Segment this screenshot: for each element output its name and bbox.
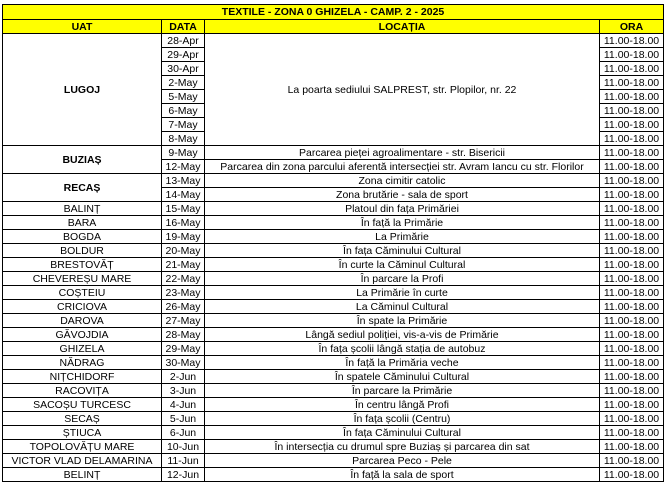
location-cell: În fața școlii (Centru)	[205, 412, 600, 426]
time-cell: 11.00-18.00	[600, 370, 664, 384]
table-row	[3, 356, 664, 370]
header-data: DATA	[162, 20, 205, 34]
time-cell: 11.00-18.00	[600, 342, 664, 356]
table-row	[3, 258, 664, 272]
location-cell: Parcarea din zona parcului aferentă intersecției str. Avram Iancu cu str. Florilor	[205, 160, 600, 174]
date-cell: 2-Jun	[162, 370, 205, 384]
header-uat: UAT	[3, 20, 162, 34]
table-row	[3, 286, 664, 300]
uat-cell: TOPOLOVĂȚU MARE	[3, 440, 162, 454]
location-cell: Zona brutărie - sala de sport	[205, 188, 600, 202]
date-cell: 4-Jun	[162, 398, 205, 412]
date-cell: 16-May	[162, 216, 205, 230]
date-cell: 19-May	[162, 230, 205, 244]
time-cell: 11.00-18.00	[600, 426, 664, 440]
uat-cell: RECAȘ	[3, 174, 162, 202]
location-cell: Parcarea pieței agroalimentare - str. Bisericii	[205, 146, 600, 160]
table-row	[3, 398, 664, 412]
time-cell: 11.00-18.00	[600, 328, 664, 342]
schedule-body	[3, 34, 664, 482]
uat-cell: RACOVIȚA	[3, 384, 162, 398]
time-cell: 11.00-18.00	[600, 132, 664, 146]
time-cell: 11.00-18.00	[600, 384, 664, 398]
location-cell: La Primărie	[205, 230, 600, 244]
table-row	[3, 454, 664, 468]
location-cell: La Căminul Cultural	[205, 300, 600, 314]
date-cell: 27-May	[162, 314, 205, 328]
location-cell: În fața Căminului Cultural	[205, 426, 600, 440]
date-cell: 21-May	[162, 258, 205, 272]
uat-cell: VICTOR VLAD DELAMARINA	[3, 454, 162, 468]
location-cell: Lângă sediul poliției, vis-a-vis de Primărie	[205, 328, 600, 342]
date-cell: 3-Jun	[162, 384, 205, 398]
uat-cell: NĂDRAG	[3, 356, 162, 370]
uat-cell: DAROVA	[3, 314, 162, 328]
uat-cell: GĂVOJDIA	[3, 328, 162, 342]
time-cell: 11.00-18.00	[600, 216, 664, 230]
uat-cell: GHIZELA	[3, 342, 162, 356]
date-cell: 11-Jun	[162, 454, 205, 468]
uat-cell: CHEVEREȘU MARE	[3, 272, 162, 286]
date-cell: 29-May	[162, 342, 205, 356]
date-cell: 12-May	[162, 160, 205, 174]
date-cell: 9-May	[162, 146, 205, 160]
date-cell: 6-May	[162, 104, 205, 118]
date-cell: 26-May	[162, 300, 205, 314]
time-cell: 11.00-18.00	[600, 230, 664, 244]
table-row	[3, 468, 664, 482]
date-cell: 28-Apr	[162, 34, 205, 48]
time-cell: 11.00-18.00	[600, 356, 664, 370]
header-locatia: LOCAȚIA	[205, 20, 600, 34]
table-title: TEXTILE - ZONA 0 GHIZELA - CAMP. 2 - 2025	[3, 5, 664, 20]
time-cell: 11.00-18.00	[600, 62, 664, 76]
uat-cell: BRESTOVĂȚ	[3, 258, 162, 272]
table-row	[3, 244, 664, 258]
location-cell: În parcare la Primărie	[205, 384, 600, 398]
location-cell: În intersecția cu drumul spre Buziaș și parcarea din sat	[205, 440, 600, 454]
uat-cell: ȘTIUCA	[3, 426, 162, 440]
date-cell: 7-May	[162, 118, 205, 132]
date-cell: 20-May	[162, 244, 205, 258]
table-row	[3, 202, 664, 216]
location-cell: În spatele Căminului Cultural	[205, 370, 600, 384]
uat-cell: LUGOJ	[3, 34, 162, 146]
uat-cell: SACOȘU TURCESC	[3, 398, 162, 412]
time-cell: 11.00-18.00	[600, 104, 664, 118]
time-cell: 11.00-18.00	[600, 188, 664, 202]
time-cell: 11.00-18.00	[600, 146, 664, 160]
date-cell: 14-May	[162, 188, 205, 202]
time-cell: 11.00-18.00	[600, 174, 664, 188]
header-ora: ORA	[600, 20, 664, 34]
location-cell: În fața Căminului Cultural	[205, 244, 600, 258]
location-cell: În față la sala de sport	[205, 468, 600, 482]
location-cell: Parcarea Peco - Pele	[205, 454, 600, 468]
date-cell: 13-May	[162, 174, 205, 188]
time-cell: 11.00-18.00	[600, 440, 664, 454]
table-row	[3, 272, 664, 286]
location-cell: În parcare la Profi	[205, 272, 600, 286]
date-cell: 30-Apr	[162, 62, 205, 76]
table-row	[3, 146, 664, 160]
time-cell: 11.00-18.00	[600, 468, 664, 482]
time-cell: 11.00-18.00	[600, 118, 664, 132]
time-cell: 11.00-18.00	[600, 272, 664, 286]
uat-cell: BALINȚ	[3, 202, 162, 216]
schedule-table	[2, 4, 664, 482]
location-cell: Zona cimitir catolic	[205, 174, 600, 188]
time-cell: 11.00-18.00	[600, 76, 664, 90]
time-cell: 11.00-18.00	[600, 314, 664, 328]
date-cell: 29-Apr	[162, 48, 205, 62]
date-cell: 30-May	[162, 356, 205, 370]
location-cell: În față la Primărie	[205, 216, 600, 230]
date-cell: 22-May	[162, 272, 205, 286]
time-cell: 11.00-18.00	[600, 300, 664, 314]
time-cell: 11.00-18.00	[600, 412, 664, 426]
date-cell: 23-May	[162, 286, 205, 300]
table-row	[3, 34, 664, 48]
table-row	[3, 216, 664, 230]
time-cell: 11.00-18.00	[600, 454, 664, 468]
table-row	[3, 384, 664, 398]
table-row	[3, 174, 664, 188]
date-cell: 8-May	[162, 132, 205, 146]
location-cell: În curte la Căminul Cultural	[205, 258, 600, 272]
uat-cell: BUZIAȘ	[3, 146, 162, 174]
location-cell: Platoul din fața Primăriei	[205, 202, 600, 216]
date-cell: 2-May	[162, 76, 205, 90]
date-cell: 28-May	[162, 328, 205, 342]
table-row	[3, 412, 664, 426]
uat-cell: BARA	[3, 216, 162, 230]
location-cell: În față la Primăria veche	[205, 356, 600, 370]
uat-cell: BOLDUR	[3, 244, 162, 258]
time-cell: 11.00-18.00	[600, 244, 664, 258]
date-cell: 6-Jun	[162, 426, 205, 440]
uat-cell: SECAȘ	[3, 412, 162, 426]
uat-cell: NIȚCHIDORF	[3, 370, 162, 384]
location-cell: În spate la Primărie	[205, 314, 600, 328]
date-cell: 5-Jun	[162, 412, 205, 426]
uat-cell: BELINȚ	[3, 468, 162, 482]
date-cell: 5-May	[162, 90, 205, 104]
location-cell: La poarta sediului SALPREST, str. Plopilor, nr. 22	[205, 34, 600, 146]
date-cell: 10-Jun	[162, 440, 205, 454]
table-row	[3, 440, 664, 454]
table-row	[3, 230, 664, 244]
time-cell: 11.00-18.00	[600, 202, 664, 216]
time-cell: 11.00-18.00	[600, 160, 664, 174]
time-cell: 11.00-18.00	[600, 398, 664, 412]
time-cell: 11.00-18.00	[600, 286, 664, 300]
uat-cell: COȘTEIU	[3, 286, 162, 300]
title-row	[3, 5, 664, 20]
location-cell: În centru lângă Profi	[205, 398, 600, 412]
table-row	[3, 342, 664, 356]
time-cell: 11.00-18.00	[600, 90, 664, 104]
time-cell: 11.00-18.00	[600, 34, 664, 48]
time-cell: 11.00-18.00	[600, 48, 664, 62]
location-cell: La Primărie în curte	[205, 286, 600, 300]
table-row	[3, 300, 664, 314]
uat-cell: CRICIOVA	[3, 300, 162, 314]
uat-cell: BOGDA	[3, 230, 162, 244]
table-row	[3, 328, 664, 342]
location-cell: În fața școlii lângă stația de autobuz	[205, 342, 600, 356]
header-row	[3, 20, 664, 34]
date-cell: 15-May	[162, 202, 205, 216]
time-cell: 11.00-18.00	[600, 258, 664, 272]
table-row	[3, 314, 664, 328]
table-row	[3, 370, 664, 384]
table-row	[3, 426, 664, 440]
date-cell: 12-Jun	[162, 468, 205, 482]
